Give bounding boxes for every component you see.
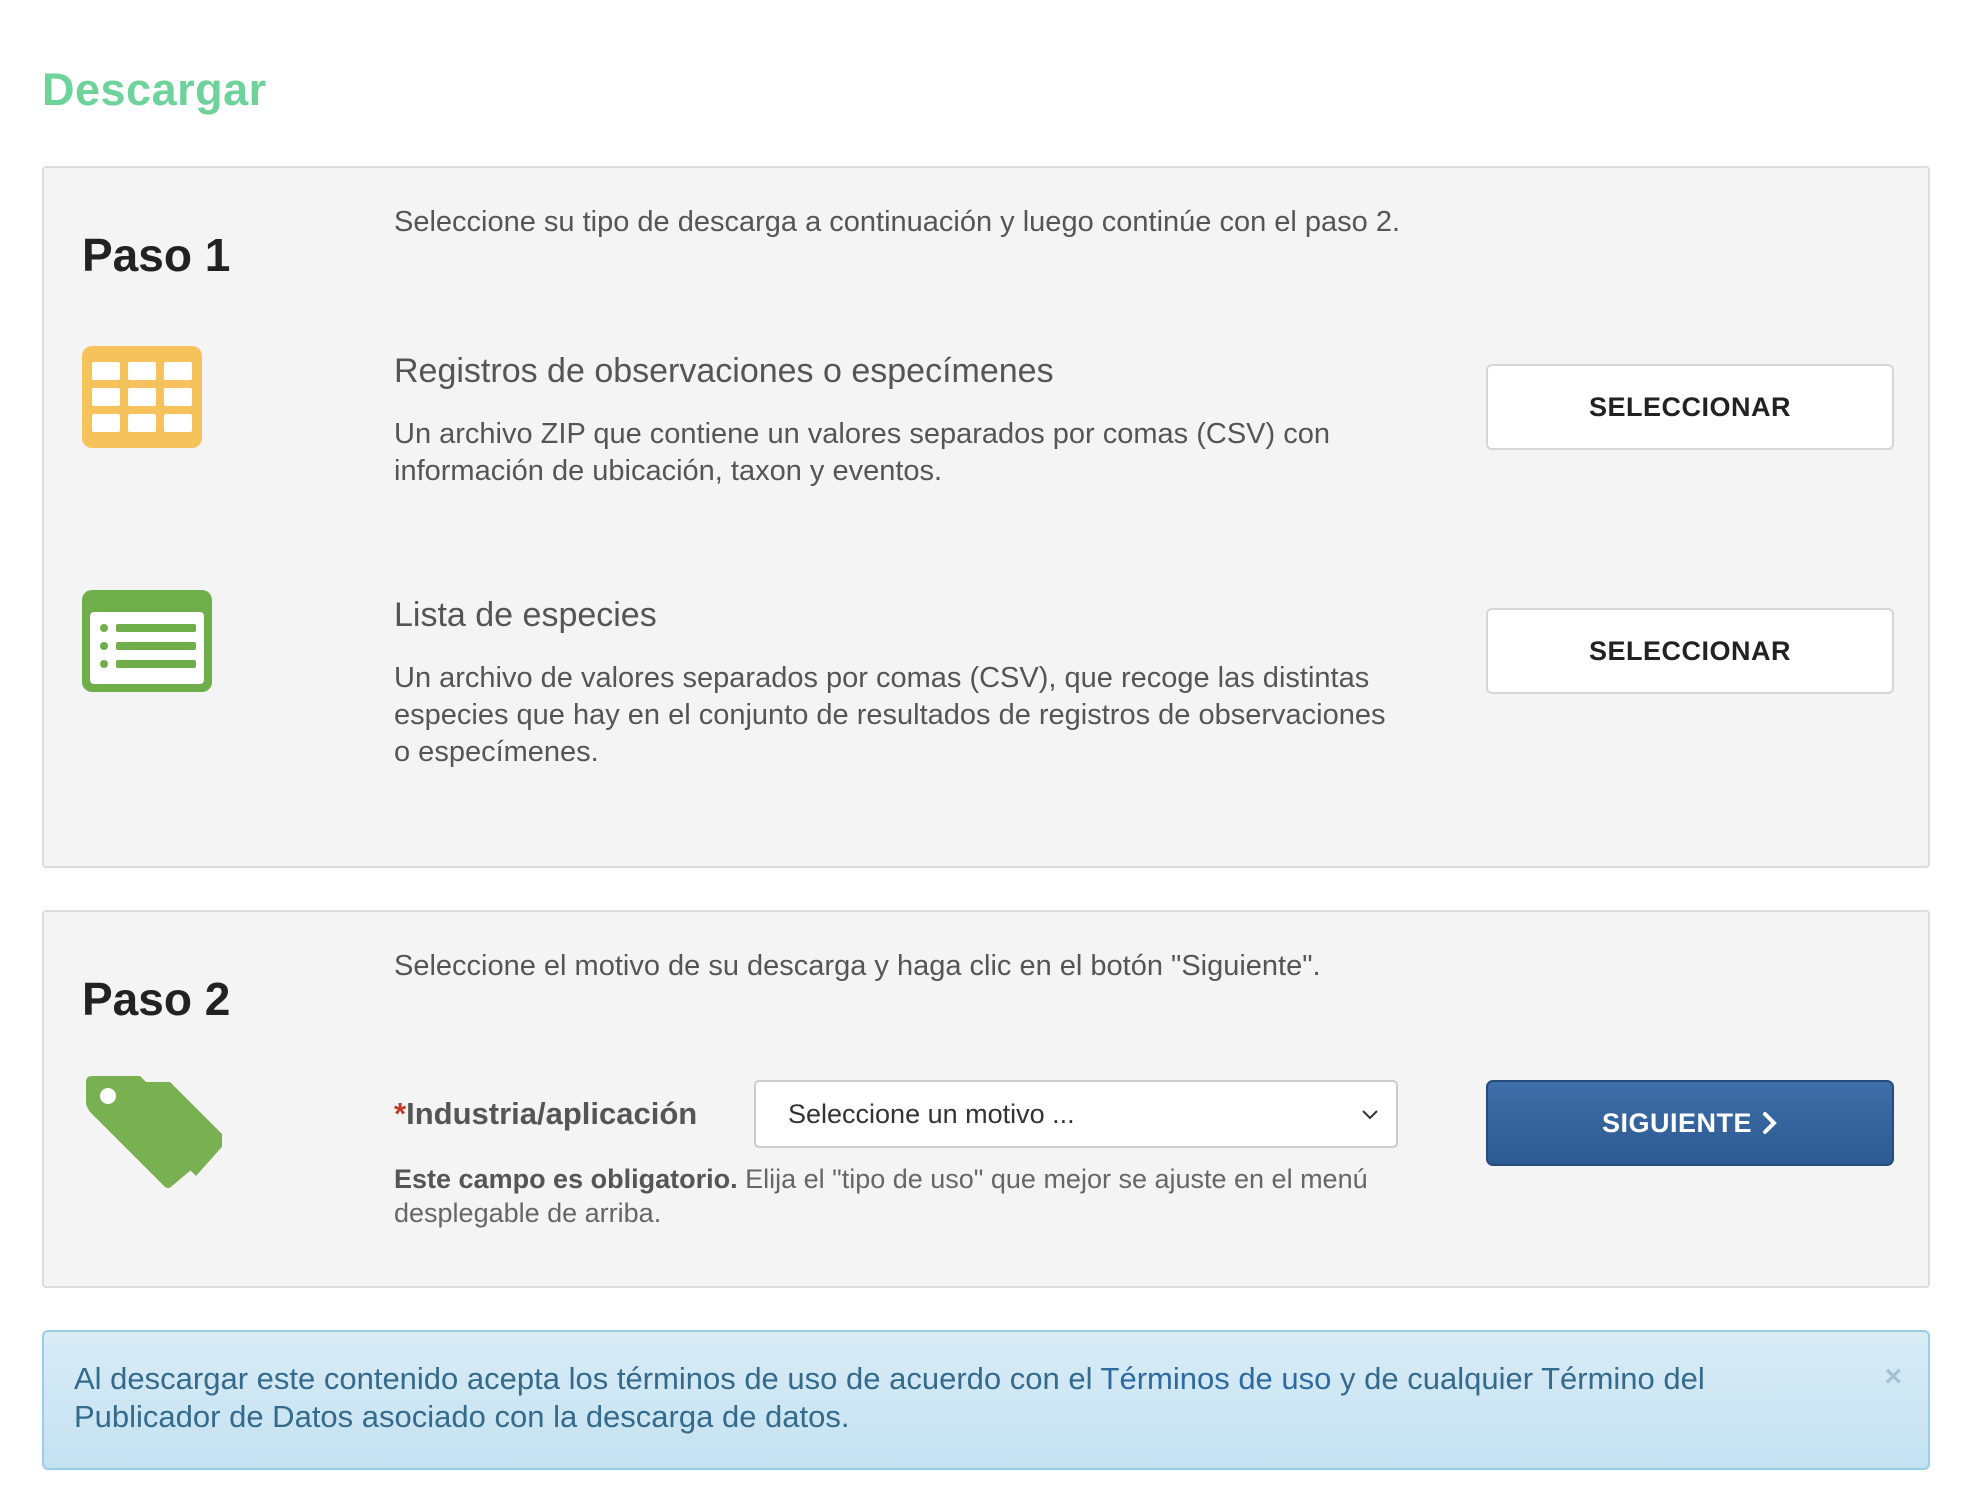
- table-icon: [82, 346, 202, 453]
- option-occurrences-description: Un archivo ZIP que contiene un valores separados por comas (CSV) con información de ubicación, taxon y eventos.: [394, 418, 1331, 487]
- tags-icon: [82, 1074, 222, 1193]
- chevron-right-icon: [1762, 1111, 1778, 1135]
- step-2-panel: [42, 910, 1930, 1288]
- option-species-list-description: Un archivo de valores separados por comas (CSV), que recoge las distintas especies que hay en el conjunto de resultados de registros de observaciones o especímenes.: [394, 662, 1386, 768]
- option-occurrences-heading: Registros de observaciones o especímenes: [394, 352, 1054, 390]
- option-species-list-heading: Lista de especies: [394, 596, 657, 634]
- close-icon[interactable]: ×: [1884, 1360, 1902, 1393]
- terms-text-after: y de cualquier Término del Publicador de Datos asociado con la descarga de datos.: [74, 1361, 1705, 1434]
- required-mark: *: [394, 1096, 407, 1131]
- page-title: Descargar: [42, 64, 267, 115]
- reason-help-bold: Este campo es obligatorio.: [394, 1164, 738, 1194]
- step-2-title: Paso 2: [82, 973, 231, 1025]
- terms-alert-text: [74, 1360, 1774, 1436]
- step-1-intro: Seleccione su tipo de descarga a continuación y luego continúe con el paso 2.: [394, 206, 1401, 238]
- reason-select[interactable]: [756, 1082, 1396, 1146]
- select-occurrences-button[interactable]: SELECCIONAR: [1486, 364, 1894, 450]
- list-icon: [82, 590, 212, 697]
- reason-help-body: Elija el "tipo de uso" que mejor se ajuste en el menú desplegable de arriba.: [394, 1164, 1368, 1228]
- step-1-title: Paso 1: [82, 229, 231, 281]
- next-button[interactable]: [1486, 1080, 1894, 1166]
- reason-help-text: [394, 1162, 1404, 1230]
- next-button-label: SIGUIENTE: [1601, 1107, 1753, 1138]
- terms-text-before: Al descargar este contenido acepta los términos de uso de acuerdo con el: [74, 1361, 1101, 1396]
- reason-select-wrapper[interactable]: [754, 1080, 1398, 1148]
- select-species-list-button[interactable]: SELECCIONAR: [1486, 608, 1894, 694]
- terms-of-use-link[interactable]: Términos de uso: [1100, 1361, 1332, 1396]
- step-1-panel: [42, 166, 1930, 868]
- step-2-intro: Seleccione el motivo de su descarga y haga clic en el botón "Siguiente".: [394, 950, 1321, 982]
- reason-field-label: [394, 1096, 697, 1132]
- terms-alert: [42, 1330, 1930, 1470]
- reason-label-text: Industria/aplicación: [406, 1096, 698, 1131]
